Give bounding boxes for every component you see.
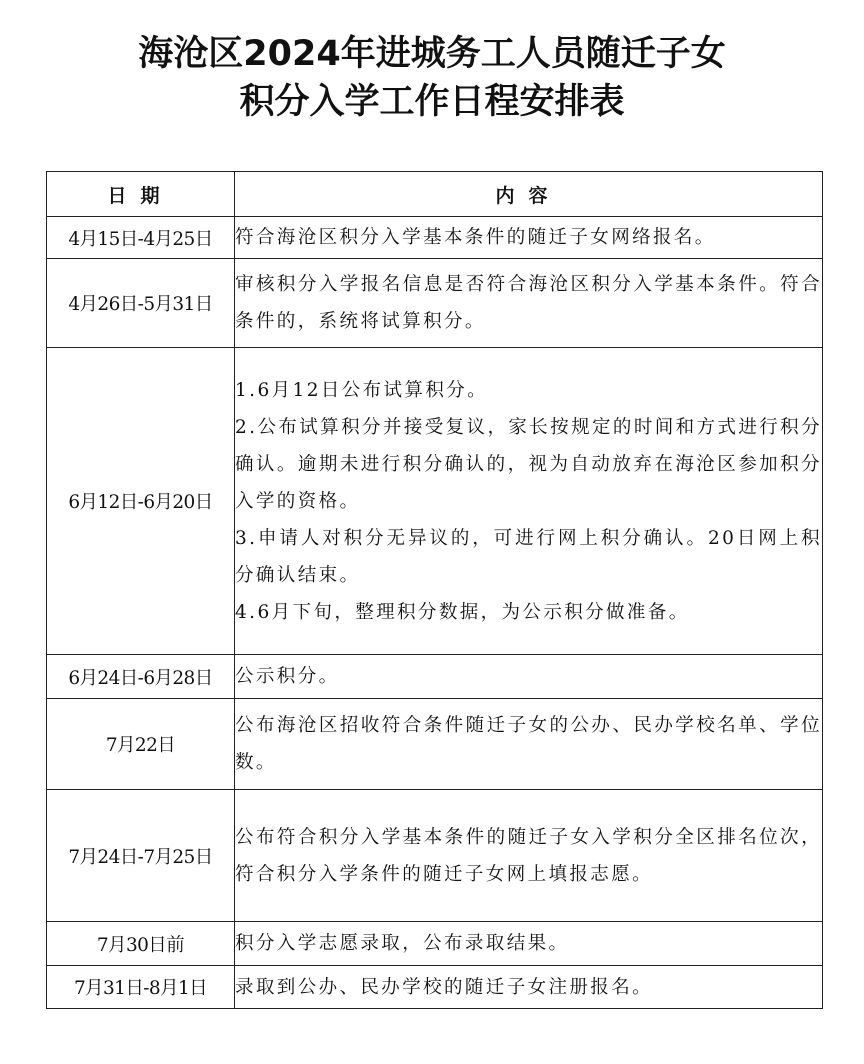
content-cell: [235, 966, 823, 1009]
table-row: [47, 790, 823, 922]
date-cell: 6月12日-6月20日: [47, 348, 235, 655]
content-paragraph: 2.公布试算积分并接受复议，家长按规定的时间和方式进行积分确认。逾期未进行积分确认的，视为自动放弃在海沧区参加积分入学的资格。: [235, 416, 822, 512]
page-title-line-2: 积分入学工作日程安排表: [239, 82, 625, 122]
content-paragraph: 公布海沧区招收符合条件随迁子女的公办、民办学校名单、学位数。: [235, 715, 822, 773]
content-cell: [235, 655, 823, 699]
content-cell: [235, 259, 823, 348]
date-cell: 4月15日-4月25日: [47, 217, 235, 259]
content-paragraph: 1.6月12日公布试算积分。: [235, 379, 489, 401]
table-row: [47, 966, 823, 1009]
table-header-row: [47, 172, 823, 217]
content-column-header: 内容: [235, 172, 823, 217]
content-paragraph: 公布符合积分入学基本条件的随迁子女入学积分全区排名位次，符合积分入学条件的随迁子女网上填报志愿。: [235, 826, 822, 885]
content-cell: [235, 699, 823, 790]
table-row: [47, 655, 823, 699]
table-row: [47, 259, 823, 348]
content-paragraph: 3.申请人对积分无异议的，可进行网上积分确认。20日网上积分确认结束。: [235, 527, 822, 586]
table-row: [47, 348, 823, 655]
table-row: [47, 699, 823, 790]
content-cell: [235, 922, 823, 966]
content-paragraph: 4.6月下旬，整理积分数据，为公示积分做准备。: [235, 601, 690, 623]
content-paragraph: 公示积分。: [235, 666, 340, 687]
table-row: [47, 217, 823, 259]
date-cell: 7月24日-7月25日: [47, 790, 235, 922]
date-cell: 7月31日-8月1日: [47, 966, 235, 1009]
date-cell: 6月24日-6月28日: [47, 655, 235, 699]
content-paragraph: 录取到公办、民办学校的随迁子女注册报名。: [235, 976, 654, 998]
date-column-header: 日期: [47, 172, 235, 217]
content-cell: [235, 790, 823, 922]
date-cell: 7月22日: [47, 699, 235, 790]
table-row: [47, 922, 823, 966]
schedule-table: [46, 171, 823, 1009]
date-cell: 4月26日-5月31日: [47, 259, 235, 348]
page-title-line-1: 海沧区2024年进城务工人员随迁子女: [138, 34, 726, 74]
date-cell: 7月30日前: [47, 922, 235, 966]
content-paragraph: 积分入学志愿录取，公布录取结果。: [235, 933, 570, 954]
content-cell: [235, 348, 823, 655]
content-paragraph: 符合海沧区积分入学基本条件的随迁子女网络报名。: [235, 227, 716, 248]
page-title: [0, 30, 864, 126]
content-paragraph: 审核积分入学报名信息是否符合海沧区积分入学基本条件。符合条件的，系统将试算积分。: [235, 274, 822, 332]
content-cell: [235, 217, 823, 259]
